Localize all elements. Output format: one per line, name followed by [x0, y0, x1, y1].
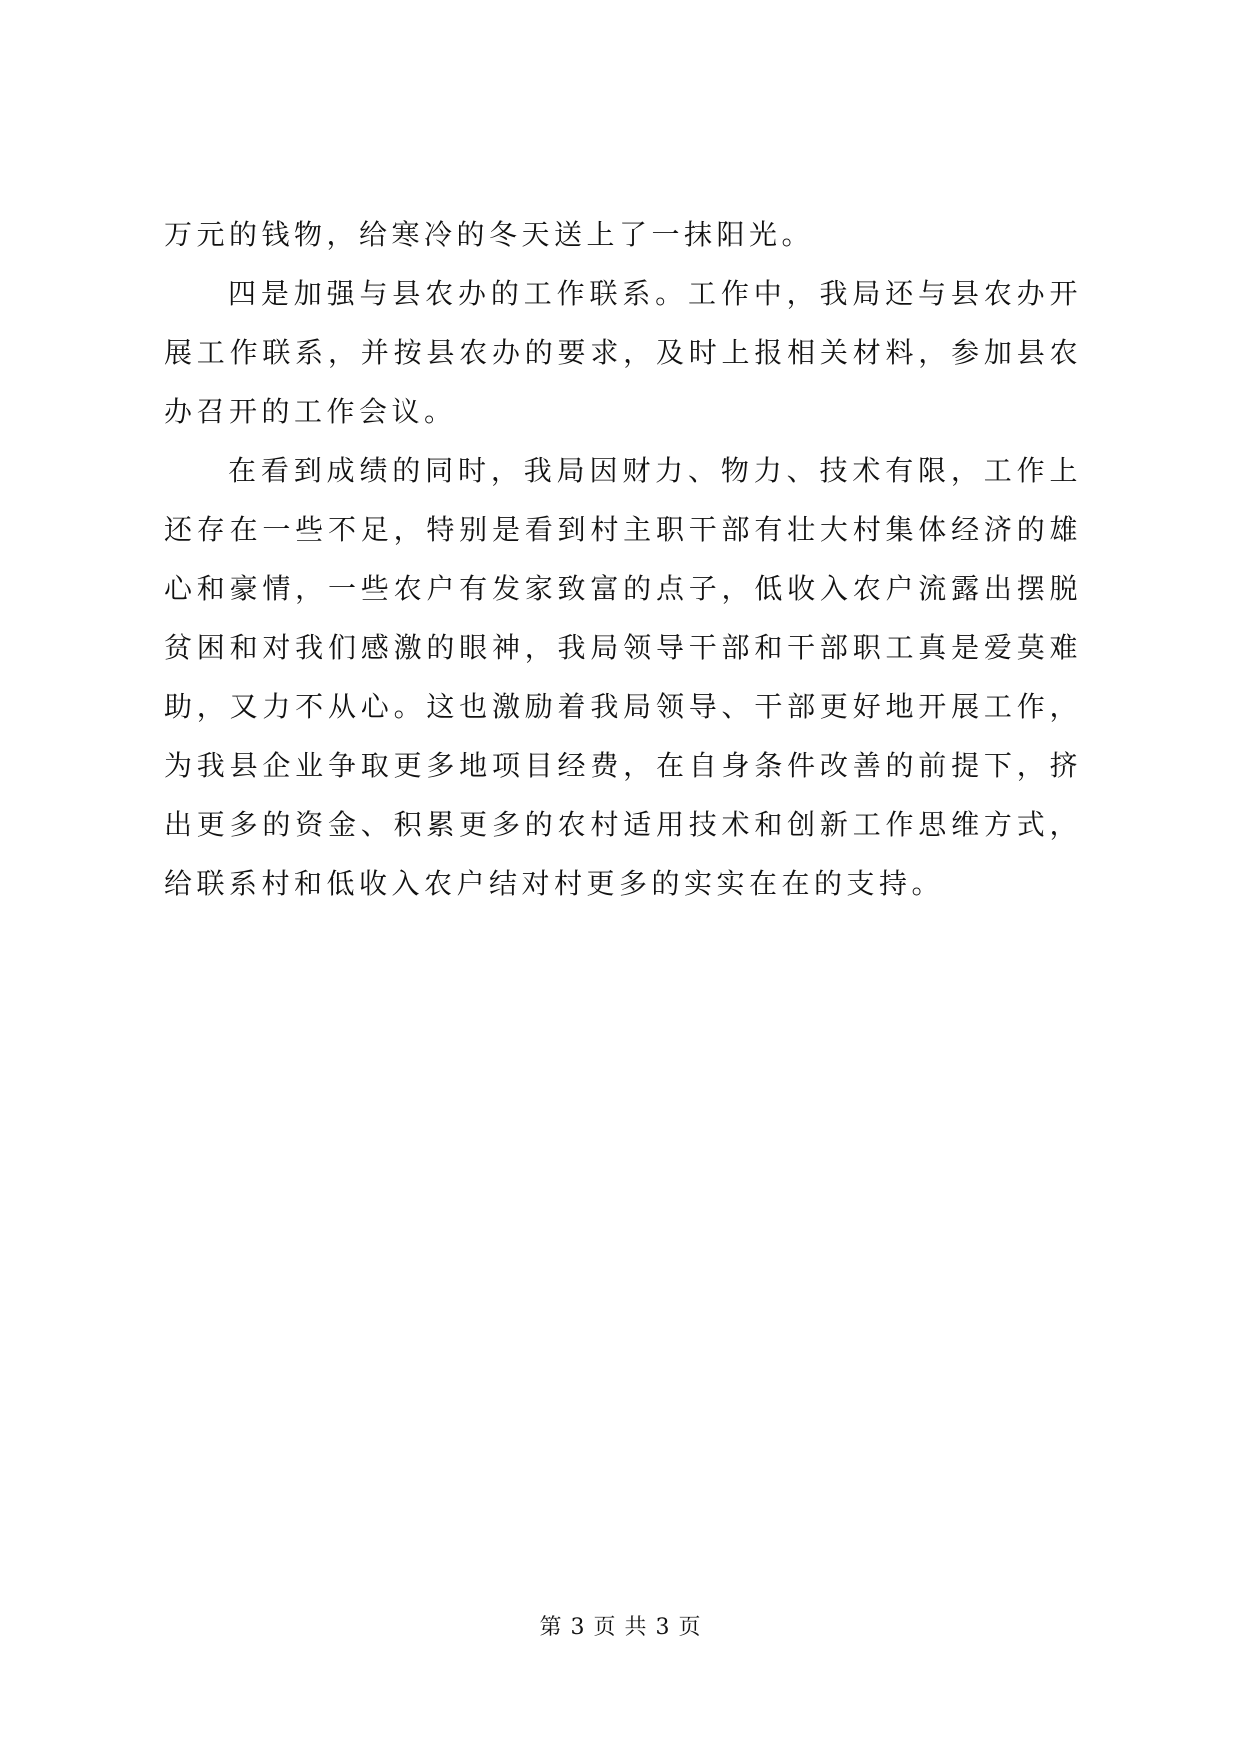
paragraph-2: 四是加强与县农办的工作联系。工作中，我局还与县农办开展工作联系，并按县农办的要求，及时上报相关材料，参加县农办召开的工作会议。: [164, 277, 1082, 428]
page-number-footer: 第 3 页 共 3 页: [539, 1615, 702, 1640]
body-text: [164, 205, 1082, 913]
paragraph-3: 在看到成绩的同时，我局因财力、物力、技术有限，工作上还存在一些不足，特别是看到村主职干部有壮大村集体经济的雄心和豪情，一些农户有发家致富的点子，低收入农户流露出摆脱贫困和对我们感激的眼神，我局领导干部和干部职工真是爱莫难助，又力不从心。这也激励着我局领导、干部更好地开展工作，为我县企业争取更多地项目经费，在自身条件改善的前提下，挤出更多的资金、积累更多的农村适用技术和创新工作思维方式，给联系村和低收入农户结对村更多的实实在在的支持。: [164, 454, 1082, 900]
paragraph-1: 万元的钱物，给寒冷的冬天送上了一抹阳光。: [164, 218, 815, 251]
